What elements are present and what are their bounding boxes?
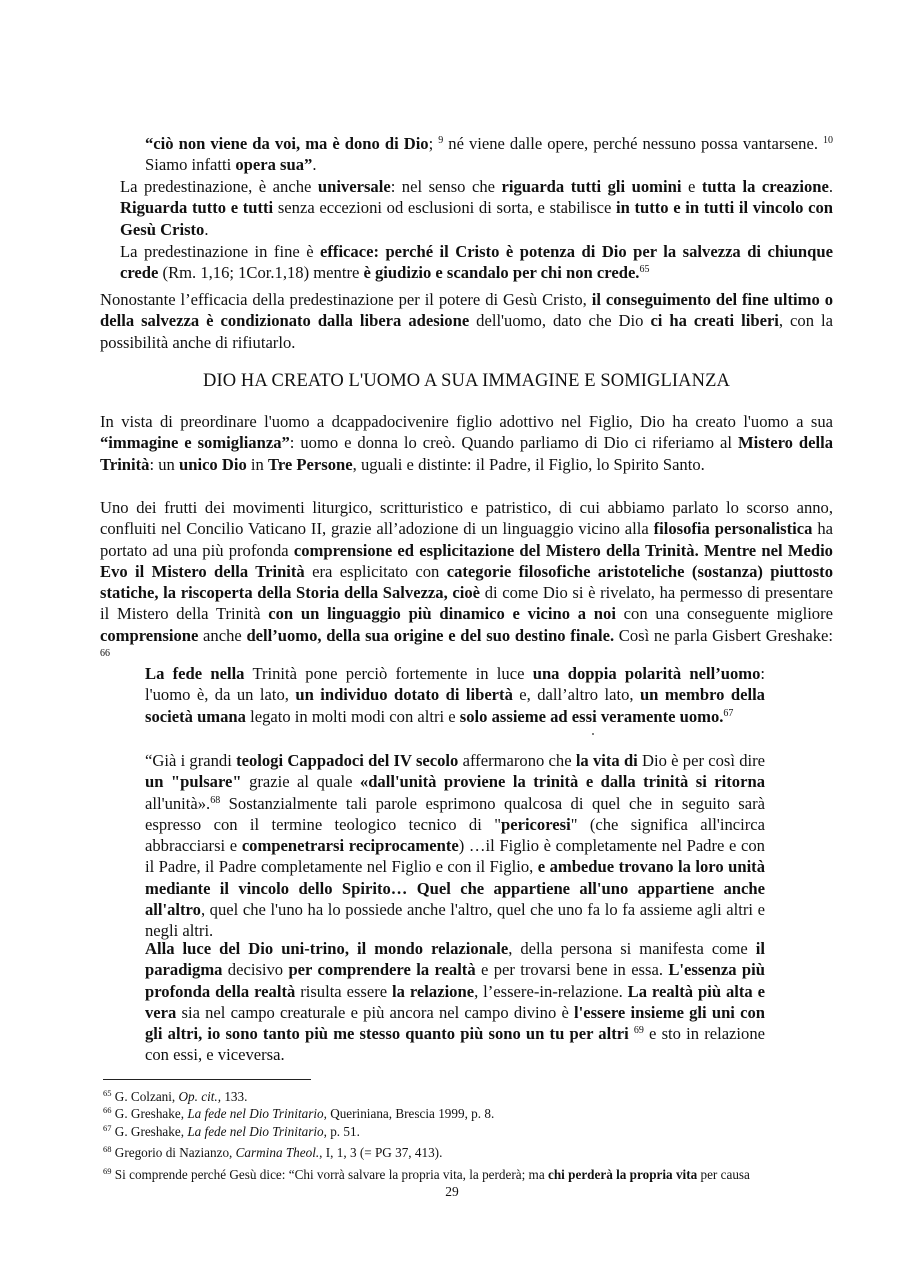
page-number: 29 xyxy=(445,1184,459,1199)
footnote-separator xyxy=(103,1079,311,1080)
footnote-69: $^{69}$ Si comprende perché Gesù dice: “Chi vorrà salvare la propria vita, la perderà; ma chi perderà la propria vita per causa xyxy=(103,1166,750,1182)
footnote-67: $^{67}$ G. Greshake, La fede nel Dio Trinitario, p. 51. xyxy=(103,1123,360,1139)
image-likeness-paragraph: In vista di preordinare l'uomo a dcappadocivenire figlio adottivo nel Figlio, Dio ha creato l'uomo a sua “immagine e somiglianza”: uomo e donna lo creò. Quando parliamo di Dio ci riferiamo al Mistero della Trinità: un unico Dio in Tre Persone, uguali e distinte: il Padre, il Figlio, lo Spirito Santo. xyxy=(100,412,834,474)
greshake-quote-2: “Già i grandi teologi Cappadoci del IV secolo affermarono che la vita di Dio è per così dire un "pulsare" grazie al quale «dall'unità proviene la trinità e dalla trinità si ritorna all'unità».$^{68}$ Sostanzialmente tali parole esprimono qualcosa di quel che in seguito sarà espresso con il termine teologico tecnico di "pericoresi" (che significa all'incirca abbracciarsi e compenetrarsi reciprocamente) …il Figlio è completamente nel Padre e con il Padre, il Padre completamente nel Figlio e con il Figlio, e ambedue trovano la loro unità mediante il vincolo dello Spirito… Quel che appartiene all'uno appartiene anche all'altro, quel che l'uno ha lo possiede anche l'altro, quel che uno fa lo fa assieme agli altri e negli altri. xyxy=(145,751,766,941)
efficacy-paragraph: La predestinazione in fine è efficace: perché il Cristo è potenza di Dio per la salvezza di chiunque crede (Rm. 1,16; 1Cor.1,18) mentre è giudizio e scandalo per chi non crede.$^{65}$ xyxy=(120,242,833,283)
trinity-paragraph: Uno dei frutti dei movimenti liturgico, scritturistico e patristico, di cui abbiamo parlato lo scorso anno, confluiti nel Concilio Vaticano II, grazie all’adozione di un linguaggio vicino alla filosofia personalistica ha portato ad una più profonda comprensione ed esplicitazione del Mistero della Trinità. Mentre nel Medio Evo il Mistero della Trinità era esplicitato con categorie filosofiche aristoteliche (sostanza) piuttosto statiche, la riscoperta della Storia della Salvezza, cioè di come Dio si è rivelato, ha permesso di presentare il Mistero della Trinità con un linguaggio più dinamico e vicino a noi con una conseguente migliore comprensione anche dell’uomo, della sua origine e del suo destino finale. Così ne parla Gisbert Greshake: $^{66}$ xyxy=(100,498,833,660)
greshake-quote-1: La fede nella Trinità pone perciò fortemente in luce una doppia polarità nell’uomo: l'uomo è, da un lato, un individuo dotato di libertà e, dall’altro lato, un membro della società umana legato in molti modi con altri e solo assieme ad essi veramente uomo.$^{67}$ xyxy=(145,664,765,726)
universal-paragraph: La predestinazione, è anche universale: nel senso che riguarda tutti gli uomini e tutta la creazione. Riguarda tutto e tutti senza eccezioni od esclusioni di sorta, e stabilisce in tutto e in tutti il vincolo con Gesù Cristo. xyxy=(120,177,833,239)
footnote-66: $^{66}$ G. Greshake, La fede nel Dio Trinitario, Queriniana, Brescia 1999, p. 8. xyxy=(103,1105,495,1121)
footnote-68: $^{68}$ Gregorio di Nazianzo, Carmina Theol., I, 1, 3 (= PG 37, 413). xyxy=(103,1144,443,1160)
greshake-quote-3: Alla luce del Dio uni-trino, il mondo relazionale, della persona si manifesta come il paradigma decisivo per comprendere la realtà e per trovarsi bene in essa. L'essenza più profonda della realtà risulta essere la relazione, l’essere-in-relazione. La realtà più alta e vera sia nel campo creaturale e più ancora nel campo divino è l'essere insieme gli uni con gli altri, io sono tanto più me stesso quanto più sono un tu per altri $^{69}$ e sto in relazione con essi, e viceversa. xyxy=(145,939,765,1065)
scan-speck xyxy=(592,733,594,735)
section-heading: DIO HA CREATO L'UOMO A SUA IMMAGINE E SOMIGLIANZA xyxy=(203,371,730,391)
quote-paragraph-1: “ciò non viene da voi, ma è dono di Dio; $^9$ né viene dalle opere, perché nessuno possa vantarsene. $^{10}$ Siamo infatti opera sua”. xyxy=(145,134,834,175)
footnote-65: $^{65}$ G. Colzani, Op. cit., 133. xyxy=(103,1088,248,1104)
freedom-paragraph: Nonostante l’efficacia della predestinazione per il potere di Gesù Cristo, il conseguimento del fine ultimo o della salvezza è condizionato dalla libera adesione dell'uomo, dato che Dio ci ha creati liberi, con la possibilità anche di rifiutarlo. xyxy=(100,290,833,352)
